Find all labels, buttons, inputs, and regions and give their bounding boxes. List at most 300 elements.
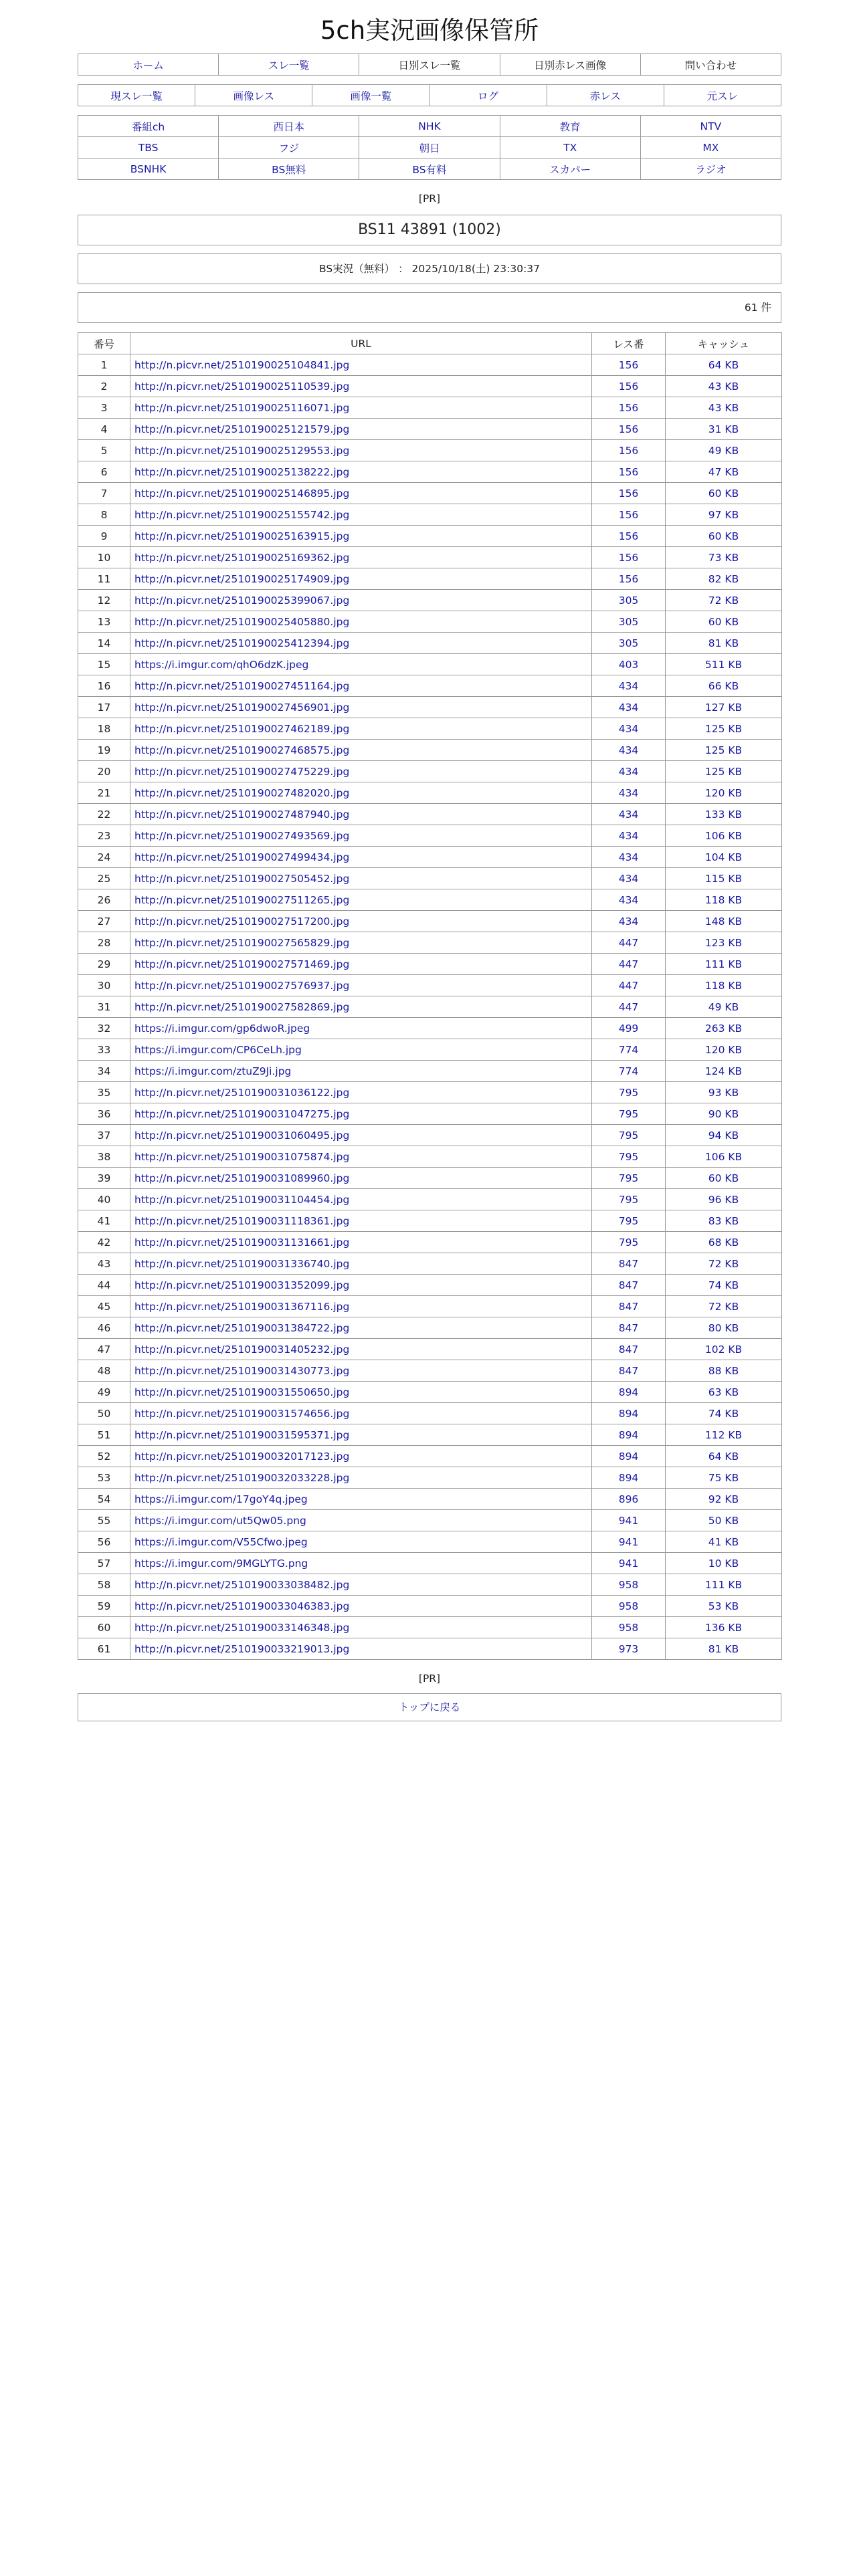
image-url-link[interactable]: http://n.picvr.net/2510190032017123.jpg bbox=[134, 1450, 350, 1463]
image-url-cell bbox=[130, 911, 592, 932]
image-url-link[interactable]: http://n.picvr.net/2510190027505452.jpg bbox=[134, 872, 350, 885]
image-url-link[interactable]: http://n.picvr.net/2510190027517200.jpg bbox=[134, 915, 350, 928]
category-item bbox=[640, 137, 781, 158]
table-row bbox=[78, 1082, 782, 1103]
image-url-link[interactable]: http://n.picvr.net/2510190031089960.jpg bbox=[134, 1172, 350, 1184]
cache-size-cell bbox=[666, 354, 782, 376]
cache-link[interactable]: 96 KB bbox=[708, 1193, 739, 1206]
cache-size-cell bbox=[666, 975, 782, 996]
res-number-link[interactable]: 847 bbox=[618, 1343, 639, 1356]
image-url-link[interactable]: http://n.picvr.net/2510190027482020.jpg bbox=[134, 786, 350, 799]
res-number-link[interactable]: 156 bbox=[618, 572, 639, 585]
cache-size-cell bbox=[666, 504, 782, 526]
res-number-cell bbox=[592, 590, 666, 611]
cache-link[interactable]: 118 KB bbox=[704, 893, 743, 906]
image-number: 18 bbox=[78, 718, 130, 740]
cache-link[interactable]: 72 KB bbox=[708, 594, 739, 607]
res-number-link[interactable]: 403 bbox=[618, 658, 639, 671]
image-url-link[interactable]: http://n.picvr.net/2510190031060495.jpg bbox=[134, 1129, 350, 1142]
image-url-link[interactable]: http://n.picvr.net/2510190031131661.jpg bbox=[134, 1236, 350, 1249]
res-number-link[interactable]: 958 bbox=[618, 1621, 639, 1634]
image-url-link[interactable]: http://n.picvr.net/2510190031075874.jpg bbox=[134, 1150, 350, 1163]
image-url-link[interactable]: http://n.picvr.net/2510190031336740.jpg bbox=[134, 1257, 350, 1270]
nav-sub-item-4-link[interactable]: 赤レス bbox=[589, 90, 621, 102]
nav-sub-item-0 bbox=[78, 85, 195, 106]
cache-size-cell bbox=[666, 1168, 782, 1189]
res-number-cell bbox=[592, 1103, 666, 1125]
category-item-link[interactable]: TBS bbox=[138, 141, 159, 154]
image-number: 44 bbox=[78, 1275, 130, 1296]
res-number-link[interactable]: 795 bbox=[618, 1193, 639, 1206]
image-url-link[interactable]: http://n.picvr.net/2510190031352099.jpg bbox=[134, 1279, 350, 1291]
image-url-link[interactable]: http://n.picvr.net/2510190033038482.jpg bbox=[134, 1578, 350, 1591]
nav-main-item-1-link[interactable]: スレ一覧 bbox=[268, 59, 310, 72]
res-number-link[interactable]: 894 bbox=[618, 1450, 639, 1463]
cache-size-cell bbox=[666, 1574, 782, 1596]
category-item-link[interactable]: スカパー bbox=[549, 163, 591, 176]
category-item bbox=[219, 158, 359, 180]
res-number-link[interactable]: 434 bbox=[618, 872, 639, 885]
table-row bbox=[78, 996, 782, 1018]
image-number: 55 bbox=[78, 1510, 130, 1531]
image-url-link[interactable]: http://n.picvr.net/2510190032033228.jpg bbox=[134, 1471, 350, 1484]
res-number-link[interactable]: 434 bbox=[618, 701, 639, 714]
cache-link[interactable]: 97 KB bbox=[708, 508, 739, 521]
image-url-cell bbox=[130, 504, 592, 526]
nav-sub-item-5-link[interactable]: 元スレ bbox=[706, 90, 739, 102]
res-number-link[interactable]: 447 bbox=[618, 1000, 639, 1013]
res-number-link[interactable]: 774 bbox=[618, 1043, 639, 1056]
cache-size-cell bbox=[666, 654, 782, 675]
image-url-link[interactable]: http://n.picvr.net/2510190027499434.jpg bbox=[134, 851, 350, 863]
table-row bbox=[78, 911, 782, 932]
image-number: 30 bbox=[78, 975, 130, 996]
cache-link[interactable]: 53 KB bbox=[708, 1600, 739, 1612]
res-number-link[interactable]: 434 bbox=[618, 893, 639, 906]
res-number-link[interactable]: 973 bbox=[618, 1642, 639, 1655]
res-number-link[interactable]: 156 bbox=[618, 444, 639, 457]
table-row bbox=[78, 932, 782, 954]
nav-sub-item-0-link[interactable]: 現スレ一覧 bbox=[110, 90, 163, 102]
cache-link[interactable]: 63 KB bbox=[708, 1386, 739, 1398]
image-url-link[interactable]: http://n.picvr.net/2510190031595371.jpg bbox=[134, 1428, 350, 1441]
res-number-link[interactable]: 156 bbox=[618, 380, 639, 393]
image-url-link[interactable]: https://i.imgur.com/ztuZ9Ji.jpg bbox=[134, 1065, 292, 1077]
image-url-link[interactable]: http://n.picvr.net/2510190025174909.jpg bbox=[134, 572, 350, 585]
image-url-link[interactable]: http://n.picvr.net/2510190031104454.jpg bbox=[134, 1193, 350, 1206]
table-row bbox=[78, 1125, 782, 1146]
res-number-cell bbox=[592, 1275, 666, 1296]
category-item bbox=[500, 116, 640, 137]
cache-link[interactable]: 43 KB bbox=[708, 380, 739, 393]
res-number-link[interactable]: 434 bbox=[618, 786, 639, 799]
image-url-link[interactable]: http://n.picvr.net/2510190027511265.jpg bbox=[134, 893, 350, 906]
cache-link[interactable]: 64 KB bbox=[708, 358, 739, 371]
cache-link[interactable]: 81 KB bbox=[708, 1642, 739, 1655]
table-header-row bbox=[78, 333, 782, 354]
cache-link[interactable]: 50 KB bbox=[708, 1514, 739, 1527]
cache-size-cell bbox=[666, 1189, 782, 1210]
cache-link[interactable]: 133 KB bbox=[704, 808, 743, 821]
cache-link[interactable]: 115 KB bbox=[704, 872, 743, 885]
cache-size-cell bbox=[666, 804, 782, 825]
image-url-link[interactable]: http://n.picvr.net/2510190027582869.jpg bbox=[134, 1000, 350, 1013]
image-url-link[interactable]: https://i.imgur.com/qhO6dzK.jpeg bbox=[134, 658, 309, 671]
cache-link[interactable]: 90 KB bbox=[708, 1107, 739, 1120]
image-url-link[interactable]: http://n.picvr.net/2510190033219013.jpg bbox=[134, 1642, 350, 1655]
cache-size-cell bbox=[666, 1638, 782, 1660]
cache-size-cell bbox=[666, 1039, 782, 1061]
cache-link[interactable]: 111 KB bbox=[704, 958, 743, 970]
cache-link[interactable]: 112 KB bbox=[704, 1428, 743, 1441]
image-url-link[interactable]: https://i.imgur.com/V55Cfwo.jpeg bbox=[134, 1535, 308, 1548]
res-number-link[interactable]: 941 bbox=[618, 1535, 639, 1548]
res-number-link[interactable]: 847 bbox=[618, 1300, 639, 1313]
image-url-link[interactable]: http://n.picvr.net/2510190033146348.jpg bbox=[134, 1621, 350, 1634]
cache-link[interactable]: 60 KB bbox=[708, 615, 739, 628]
category-item bbox=[500, 158, 640, 180]
category-item-link[interactable]: NTV bbox=[700, 120, 722, 132]
image-url-cell bbox=[130, 1403, 592, 1424]
table-row bbox=[78, 1253, 782, 1275]
cache-link[interactable]: 81 KB bbox=[708, 637, 739, 649]
cache-link[interactable]: 148 KB bbox=[704, 915, 743, 928]
res-number-link[interactable]: 156 bbox=[618, 401, 639, 414]
res-number-link[interactable]: 896 bbox=[618, 1493, 639, 1505]
cache-link[interactable]: 47 KB bbox=[708, 465, 739, 478]
category-item-link[interactable]: フジ bbox=[278, 142, 299, 154]
image-url-cell bbox=[130, 1424, 592, 1446]
cache-link[interactable]: 118 KB bbox=[704, 979, 743, 992]
res-number-link[interactable]: 795 bbox=[618, 1150, 639, 1163]
image-url-link[interactable]: http://n.picvr.net/2510190027468575.jpg bbox=[134, 744, 350, 756]
back-to-top-link[interactable]: トップに戻る bbox=[398, 1701, 461, 1713]
image-number: 9 bbox=[78, 526, 130, 547]
res-number-cell bbox=[592, 868, 666, 889]
cache-size-cell bbox=[666, 397, 782, 419]
image-url-link[interactable]: http://n.picvr.net/2510190025104841.jpg bbox=[134, 358, 350, 371]
res-number-link[interactable]: 434 bbox=[618, 744, 639, 756]
res-number-link[interactable]: 305 bbox=[618, 637, 639, 649]
cache-link[interactable]: 72 KB bbox=[708, 1300, 739, 1313]
image-url-link[interactable]: http://n.picvr.net/2510190031550650.jpg bbox=[134, 1386, 350, 1398]
image-url-link[interactable]: http://n.picvr.net/2510190025412394.jpg bbox=[134, 637, 350, 649]
res-number-link[interactable]: 894 bbox=[618, 1428, 639, 1441]
image-url-cell bbox=[130, 419, 592, 440]
cache-link[interactable]: 73 KB bbox=[708, 551, 739, 564]
res-number-link[interactable]: 795 bbox=[618, 1214, 639, 1227]
image-url-cell bbox=[130, 1531, 592, 1553]
image-number: 24 bbox=[78, 847, 130, 868]
thread-info: BS実況（無料） ： 2025/10/18(土) 23:30:37 bbox=[78, 253, 781, 284]
table-row bbox=[78, 633, 782, 654]
cache-link[interactable]: 60 KB bbox=[708, 487, 739, 500]
res-number-link[interactable]: 894 bbox=[618, 1407, 639, 1420]
res-number-cell bbox=[592, 440, 666, 461]
cache-link[interactable]: 102 KB bbox=[704, 1343, 743, 1356]
image-url-link[interactable]: http://n.picvr.net/2510190031384722.jpg bbox=[134, 1321, 350, 1334]
nav-main-item-1 bbox=[219, 54, 359, 76]
cache-link[interactable]: 123 KB bbox=[704, 936, 743, 949]
cache-link[interactable]: 60 KB bbox=[708, 1172, 739, 1184]
res-number-link[interactable]: 447 bbox=[618, 936, 639, 949]
image-url-link[interactable]: http://n.picvr.net/2510190031367116.jpg bbox=[134, 1300, 350, 1313]
image-number: 48 bbox=[78, 1360, 130, 1382]
image-url-cell bbox=[130, 1146, 592, 1168]
cache-link[interactable]: 82 KB bbox=[708, 572, 739, 585]
res-number-link[interactable]: 156 bbox=[618, 465, 639, 478]
res-number-cell bbox=[592, 1061, 666, 1082]
cache-link[interactable]: 88 KB bbox=[708, 1364, 739, 1377]
cache-link[interactable]: 94 KB bbox=[708, 1129, 739, 1142]
cache-link[interactable]: 263 KB bbox=[704, 1022, 743, 1035]
image-number: 41 bbox=[78, 1210, 130, 1232]
image-url-link[interactable]: https://i.imgur.com/gp6dwoR.jpeg bbox=[134, 1022, 310, 1035]
cache-link[interactable]: 136 KB bbox=[704, 1621, 743, 1634]
res-number-cell bbox=[592, 911, 666, 932]
res-number-link[interactable]: 894 bbox=[618, 1386, 639, 1398]
image-url-cell bbox=[130, 1510, 592, 1531]
image-url-cell bbox=[130, 1018, 592, 1039]
cache-link[interactable]: 66 KB bbox=[708, 679, 739, 692]
category-item bbox=[359, 158, 500, 180]
category-item-link[interactable]: BS有料 bbox=[412, 163, 447, 176]
image-url-link[interactable]: http://n.picvr.net/2510190027576937.jpg bbox=[134, 979, 350, 992]
image-url-link[interactable]: http://n.picvr.net/2510190033046383.jpg bbox=[134, 1600, 350, 1612]
res-number-link[interactable]: 156 bbox=[618, 530, 639, 542]
cache-link[interactable]: 92 KB bbox=[708, 1493, 739, 1505]
image-number: 61 bbox=[78, 1638, 130, 1660]
image-url-link[interactable]: https://i.imgur.com/CP6CeLh.jpg bbox=[134, 1043, 302, 1056]
image-url-link[interactable]: http://n.picvr.net/2510190027462189.jpg bbox=[134, 722, 350, 735]
category-item-link[interactable]: BSNHK bbox=[130, 163, 167, 175]
table-row bbox=[78, 1446, 782, 1467]
image-url-link[interactable]: http://n.picvr.net/2510190025116071.jpg bbox=[134, 401, 350, 414]
cache-link[interactable]: 10 KB bbox=[708, 1557, 739, 1570]
cache-link[interactable]: 120 KB bbox=[704, 1043, 743, 1056]
image-url-cell bbox=[130, 590, 592, 611]
cache-link[interactable]: 72 KB bbox=[708, 1257, 739, 1270]
table-row bbox=[78, 1168, 782, 1189]
nav-sub-item-1-link[interactable]: 画像レス bbox=[233, 90, 274, 102]
res-number-link[interactable]: 894 bbox=[618, 1471, 639, 1484]
cache-link[interactable]: 80 KB bbox=[708, 1321, 739, 1334]
res-number-link[interactable]: 434 bbox=[618, 679, 639, 692]
image-url-cell bbox=[130, 440, 592, 461]
res-number-link[interactable]: 795 bbox=[618, 1172, 639, 1184]
cache-size-cell bbox=[666, 1210, 782, 1232]
image-url-cell bbox=[130, 1125, 592, 1146]
category-item-link[interactable]: TX bbox=[563, 141, 577, 154]
cache-size-cell bbox=[666, 1360, 782, 1382]
table-row bbox=[78, 825, 782, 847]
category-item-link[interactable]: BS無料 bbox=[272, 163, 306, 176]
category-item-link[interactable]: 教育 bbox=[559, 120, 581, 133]
res-number-link[interactable]: 795 bbox=[618, 1107, 639, 1120]
res-number-link[interactable]: 156 bbox=[618, 508, 639, 521]
image-url-link[interactable]: http://n.picvr.net/2510190025110539.jpg bbox=[134, 380, 350, 393]
nav-main-item-4[interactable]: 問い合わせ bbox=[640, 54, 781, 76]
image-url-link[interactable]: http://n.picvr.net/2510190027493569.jpg bbox=[134, 829, 350, 842]
res-number-link[interactable]: 847 bbox=[618, 1321, 639, 1334]
image-url-link[interactable]: http://n.picvr.net/2510190027487940.jpg bbox=[134, 808, 350, 821]
cache-link[interactable]: 511 KB bbox=[704, 658, 743, 671]
image-number: 10 bbox=[78, 547, 130, 568]
cache-link[interactable]: 75 KB bbox=[708, 1471, 739, 1484]
image-number: 25 bbox=[78, 868, 130, 889]
res-number-link[interactable]: 156 bbox=[618, 358, 639, 371]
res-number-link[interactable]: 795 bbox=[618, 1236, 639, 1249]
res-number-cell bbox=[592, 1168, 666, 1189]
cache-link[interactable]: 127 KB bbox=[704, 701, 743, 714]
cache-size-cell bbox=[666, 547, 782, 568]
image-url-link[interactable]: http://n.picvr.net/2510190031047275.jpg bbox=[134, 1107, 350, 1120]
cache-link[interactable]: 49 KB bbox=[708, 444, 739, 457]
image-url-cell bbox=[130, 889, 592, 911]
res-number-link[interactable]: 774 bbox=[618, 1065, 639, 1077]
image-url-link[interactable]: http://n.picvr.net/2510190027571469.jpg bbox=[134, 958, 350, 970]
category-item bbox=[359, 116, 500, 137]
image-url-cell bbox=[130, 526, 592, 547]
res-number-link[interactable]: 795 bbox=[618, 1086, 639, 1099]
cache-link[interactable]: 83 KB bbox=[708, 1214, 739, 1227]
image-url-link[interactable]: http://n.picvr.net/2510190025155742.jpg bbox=[134, 508, 350, 521]
image-url-link[interactable]: https://i.imgur.com/17goY4q.jpeg bbox=[134, 1493, 308, 1505]
nav-main-item-2[interactable]: 日別スレ一覧 bbox=[359, 54, 500, 76]
image-url-link[interactable]: http://n.picvr.net/2510190025129553.jpg bbox=[134, 444, 350, 457]
image-url-link[interactable]: https://i.imgur.com/ut5Qw05.png bbox=[134, 1514, 306, 1527]
cache-link[interactable]: 43 KB bbox=[708, 401, 739, 414]
image-url-cell bbox=[130, 1103, 592, 1125]
cache-link[interactable]: 104 KB bbox=[704, 851, 743, 863]
image-url-link[interactable]: http://n.picvr.net/2510190031574656.jpg bbox=[134, 1407, 350, 1420]
image-url-link[interactable]: http://n.picvr.net/2510190031430773.jpg bbox=[134, 1364, 350, 1377]
image-url-link[interactable]: http://n.picvr.net/2510190025146895.jpg bbox=[134, 487, 350, 500]
cache-size-cell bbox=[666, 1424, 782, 1446]
cache-link[interactable]: 106 KB bbox=[704, 1150, 743, 1163]
cache-size-cell bbox=[666, 461, 782, 483]
nav-sub-item-2-link[interactable]: 画像一覧 bbox=[350, 90, 392, 102]
cache-link[interactable]: 111 KB bbox=[704, 1578, 743, 1591]
image-url-cell bbox=[130, 1467, 592, 1489]
image-url-cell bbox=[130, 1082, 592, 1103]
image-url-link[interactable]: http://n.picvr.net/2510190027475229.jpg bbox=[134, 765, 350, 778]
res-number-link[interactable]: 305 bbox=[618, 615, 639, 628]
res-number-link[interactable]: 941 bbox=[618, 1514, 639, 1527]
res-number-link[interactable]: 434 bbox=[618, 829, 639, 842]
image-url-link[interactable]: http://n.picvr.net/2510190031036122.jpg bbox=[134, 1086, 350, 1099]
cache-size-cell bbox=[666, 568, 782, 590]
image-url-link[interactable]: https://i.imgur.com/9MGLYTG.png bbox=[134, 1557, 308, 1570]
res-number-cell bbox=[592, 954, 666, 975]
image-number: 49 bbox=[78, 1382, 130, 1403]
nav-sub-item-3-link[interactable]: ログ bbox=[478, 90, 499, 102]
cache-size-cell bbox=[666, 911, 782, 932]
res-number-link[interactable]: 499 bbox=[618, 1022, 639, 1035]
image-url-link[interactable]: http://n.picvr.net/2510190031118361.jpg bbox=[134, 1214, 350, 1227]
image-url-link[interactable]: http://n.picvr.net/2510190025169362.jpg bbox=[134, 551, 350, 564]
cache-link[interactable]: 41 KB bbox=[708, 1535, 739, 1548]
res-number-link[interactable]: 434 bbox=[618, 765, 639, 778]
res-number-link[interactable]: 434 bbox=[618, 851, 639, 863]
image-url-link[interactable]: http://n.picvr.net/2510190025138222.jpg bbox=[134, 465, 350, 478]
res-number-link[interactable]: 847 bbox=[618, 1257, 639, 1270]
category-item-link[interactable]: 番組ch bbox=[131, 120, 165, 133]
table-row bbox=[78, 954, 782, 975]
res-number-link[interactable]: 434 bbox=[618, 808, 639, 821]
res-number-cell bbox=[592, 1317, 666, 1339]
cache-link[interactable]: 64 KB bbox=[708, 1450, 739, 1463]
table-row bbox=[78, 354, 782, 376]
image-url-link[interactable]: http://n.picvr.net/2510190025121579.jpg bbox=[134, 423, 350, 435]
image-url-link[interactable]: http://n.picvr.net/2510190027456901.jpg bbox=[134, 701, 350, 714]
res-number-link[interactable]: 156 bbox=[618, 487, 639, 500]
table-row bbox=[78, 1210, 782, 1232]
res-number-link[interactable]: 958 bbox=[618, 1578, 639, 1591]
res-number-link[interactable]: 958 bbox=[618, 1600, 639, 1612]
res-number-link[interactable]: 434 bbox=[618, 722, 639, 735]
cache-link[interactable]: 125 KB bbox=[704, 744, 743, 756]
cache-link[interactable]: 93 KB bbox=[708, 1086, 739, 1099]
category-item-link[interactable]: ラジオ bbox=[695, 163, 727, 176]
cache-link[interactable]: 74 KB bbox=[708, 1279, 739, 1291]
res-number-link[interactable]: 447 bbox=[618, 979, 639, 992]
res-number-link[interactable]: 847 bbox=[618, 1364, 639, 1377]
category-item-link[interactable]: NHK bbox=[418, 120, 441, 132]
category-item-link[interactable]: 朝日 bbox=[419, 142, 440, 154]
cache-link[interactable]: 31 KB bbox=[708, 423, 739, 435]
image-url-link[interactable]: http://n.picvr.net/2510190027565829.jpg bbox=[134, 936, 350, 949]
image-url-cell bbox=[130, 1232, 592, 1253]
res-number-link[interactable]: 795 bbox=[618, 1129, 639, 1142]
image-url-link[interactable]: http://n.picvr.net/2510190025163915.jpg bbox=[134, 530, 350, 542]
cache-link[interactable]: 60 KB bbox=[708, 530, 739, 542]
image-url-link[interactable]: http://n.picvr.net/2510190025399067.jpg bbox=[134, 594, 350, 607]
nav-main-item-0-link[interactable]: ホーム bbox=[132, 59, 164, 72]
res-number-link[interactable]: 305 bbox=[618, 594, 639, 607]
image-url-link[interactable]: http://n.picvr.net/2510190027451164.jpg bbox=[134, 679, 350, 692]
image-url-link[interactable]: http://n.picvr.net/2510190031405232.jpg bbox=[134, 1343, 350, 1356]
cache-link[interactable]: 124 KB bbox=[704, 1065, 743, 1077]
res-number-link[interactable]: 156 bbox=[618, 423, 639, 435]
header-res: レス番 bbox=[592, 333, 666, 354]
cache-size-cell bbox=[666, 761, 782, 782]
cache-size-cell bbox=[666, 1446, 782, 1467]
cache-link[interactable]: 106 KB bbox=[704, 829, 743, 842]
res-number-link[interactable]: 447 bbox=[618, 958, 639, 970]
res-number-cell bbox=[592, 825, 666, 847]
res-number-link[interactable]: 847 bbox=[618, 1279, 639, 1291]
res-number-link[interactable]: 434 bbox=[618, 915, 639, 928]
cache-link[interactable]: 125 KB bbox=[704, 765, 743, 778]
cache-size-cell bbox=[666, 996, 782, 1018]
cache-link[interactable]: 120 KB bbox=[704, 786, 743, 799]
cache-link[interactable]: 125 KB bbox=[704, 722, 743, 735]
table-row bbox=[78, 1574, 782, 1596]
cache-link[interactable]: 68 KB bbox=[708, 1236, 739, 1249]
image-number: 4 bbox=[78, 419, 130, 440]
image-url-link[interactable]: http://n.picvr.net/2510190025405880.jpg bbox=[134, 615, 350, 628]
cache-link[interactable]: 74 KB bbox=[708, 1407, 739, 1420]
category-item-link[interactable]: MX bbox=[702, 141, 719, 154]
cache-link[interactable]: 49 KB bbox=[708, 1000, 739, 1013]
res-number-cell bbox=[592, 526, 666, 547]
category-item-link[interactable]: 西日本 bbox=[273, 120, 305, 133]
image-url-cell bbox=[130, 568, 592, 590]
res-number-link[interactable]: 941 bbox=[618, 1557, 639, 1570]
nav-main-item-3[interactable]: 日別赤レス画像 bbox=[500, 54, 640, 76]
res-number-link[interactable]: 156 bbox=[618, 551, 639, 564]
